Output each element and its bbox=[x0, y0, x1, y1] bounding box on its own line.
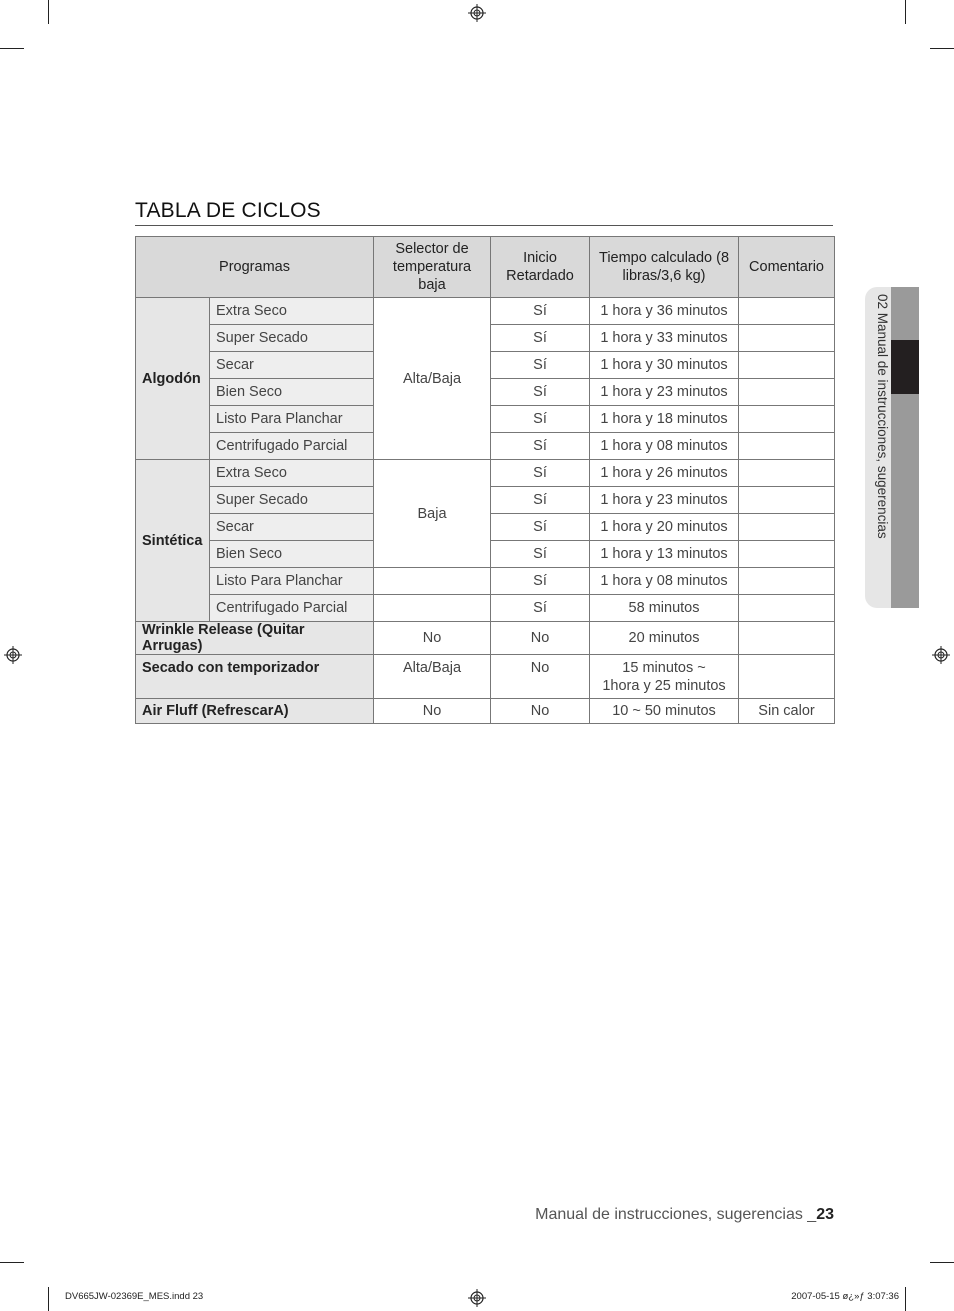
table-row bbox=[136, 655, 835, 699]
header-inicio: Inicio Retardado bbox=[491, 237, 590, 298]
cycles-table bbox=[135, 236, 835, 724]
temp-cell: Alta/Baja bbox=[374, 655, 491, 699]
crop-mark bbox=[930, 1262, 954, 1263]
registration-mark-icon bbox=[4, 646, 22, 664]
time-line-1: 15 minutos ~ bbox=[622, 659, 706, 676]
comment-cell bbox=[739, 379, 835, 406]
comment-cell bbox=[739, 460, 835, 487]
delay-cell: No bbox=[491, 655, 590, 699]
comment-cell bbox=[739, 541, 835, 568]
table-row bbox=[136, 699, 835, 724]
time-cell: 1 hora y 33 minutos bbox=[590, 325, 739, 352]
title-divider bbox=[135, 225, 833, 226]
crop-mark bbox=[0, 1262, 24, 1263]
registration-mark-icon bbox=[932, 646, 950, 664]
program-secado-temporizador: Secado con temporizador bbox=[136, 655, 374, 699]
time-cell: 58 minutos bbox=[590, 595, 739, 622]
delay-cell: Sí bbox=[491, 325, 590, 352]
time-cell bbox=[590, 655, 739, 699]
program-cell: Listo Para Planchar bbox=[210, 568, 374, 595]
delay-cell: No bbox=[491, 699, 590, 724]
table-row bbox=[136, 460, 835, 487]
time-cell: 1 hora y 36 minutos bbox=[590, 298, 739, 325]
time-cell: 1 hora y 08 minutos bbox=[590, 568, 739, 595]
program-cell: Super Secado bbox=[210, 325, 374, 352]
side-tab-bar bbox=[891, 287, 919, 608]
temp-cell: Baja bbox=[374, 460, 491, 568]
crop-mark bbox=[905, 0, 906, 24]
table-row bbox=[136, 568, 835, 595]
program-cell: Secar bbox=[210, 352, 374, 379]
comment-cell bbox=[739, 595, 835, 622]
delay-cell: Sí bbox=[491, 406, 590, 433]
comment-cell bbox=[739, 487, 835, 514]
time-cell: 20 minutos bbox=[590, 622, 739, 655]
table-header-row bbox=[136, 237, 835, 298]
delay-cell: Sí bbox=[491, 433, 590, 460]
temp-cell bbox=[374, 568, 491, 595]
header-tiempo: Tiempo calculado (8 libras/3,6 kg) bbox=[590, 237, 739, 298]
time-cell: 1 hora y 18 minutos bbox=[590, 406, 739, 433]
temp-cell: Alta/Baja bbox=[374, 298, 491, 460]
delay-cell: Sí bbox=[491, 298, 590, 325]
program-cell: Centrifugado Parcial bbox=[210, 595, 374, 622]
temp-cell: No bbox=[374, 622, 491, 655]
temp-cell bbox=[374, 595, 491, 622]
comment-cell bbox=[739, 352, 835, 379]
registration-mark-icon bbox=[468, 1289, 486, 1307]
crop-mark bbox=[930, 48, 954, 49]
program-cell: Bien Seco bbox=[210, 541, 374, 568]
program-cell: Listo Para Planchar bbox=[210, 406, 374, 433]
footer-text: Manual de instrucciones, sugerencias _ bbox=[535, 1206, 817, 1223]
page-title: TABLA DE CICLOS bbox=[135, 199, 321, 222]
comment-cell bbox=[739, 622, 835, 655]
slug-file: DV665JW-02369E_MES.indd 23 bbox=[65, 1291, 204, 1302]
program-wrinkle-release: Wrinkle Release (Quitar Arrugas) bbox=[136, 622, 374, 655]
time-line-2: 1hora y 25 minutos bbox=[602, 677, 726, 694]
comment-cell bbox=[739, 568, 835, 595]
program-cell: Centrifugado Parcial bbox=[210, 433, 374, 460]
header-selector: Selector de temperatura baja bbox=[374, 237, 491, 298]
time-cell: 1 hora y 23 minutos bbox=[590, 487, 739, 514]
program-air-fluff: Air Fluff (RefrescarA) bbox=[136, 699, 374, 724]
time-cell: 1 hora y 30 minutos bbox=[590, 352, 739, 379]
table-row bbox=[136, 622, 835, 655]
delay-cell: Sí bbox=[491, 514, 590, 541]
comment-cell bbox=[739, 406, 835, 433]
header-comentario: Comentario bbox=[739, 237, 835, 298]
time-cell: 1 hora y 23 minutos bbox=[590, 379, 739, 406]
program-cell: Super Secado bbox=[210, 487, 374, 514]
program-cell: Extra Seco bbox=[210, 460, 374, 487]
table-row bbox=[136, 595, 835, 622]
delay-cell: Sí bbox=[491, 595, 590, 622]
delay-cell: Sí bbox=[491, 487, 590, 514]
comment-cell: Sin calor bbox=[739, 699, 835, 724]
comment-cell bbox=[739, 514, 835, 541]
group-sintetica: Sintética bbox=[136, 460, 210, 622]
program-cell: Bien Seco bbox=[210, 379, 374, 406]
table-row bbox=[136, 298, 835, 325]
time-cell: 1 hora y 13 minutos bbox=[590, 541, 739, 568]
crop-mark bbox=[48, 1287, 49, 1311]
program-cell: Extra Seco bbox=[210, 298, 374, 325]
comment-cell bbox=[739, 325, 835, 352]
crop-mark bbox=[48, 0, 49, 24]
page-number: 23 bbox=[816, 1206, 834, 1223]
side-tab-marker bbox=[891, 340, 919, 394]
time-cell: 10 ~ 50 minutos bbox=[590, 699, 739, 724]
delay-cell: Sí bbox=[491, 568, 590, 595]
crop-mark bbox=[0, 48, 24, 49]
group-algodon: Algodón bbox=[136, 298, 210, 460]
delay-cell: Sí bbox=[491, 460, 590, 487]
side-tab-label: 02 Manual de instrucciones, sugerencias bbox=[875, 294, 890, 539]
time-cell: 1 hora y 20 minutos bbox=[590, 514, 739, 541]
comment-cell bbox=[739, 433, 835, 460]
page-footer bbox=[535, 1206, 834, 1224]
time-cell: 1 hora y 26 minutos bbox=[590, 460, 739, 487]
header-programas: Programas bbox=[136, 237, 374, 298]
program-cell: Secar bbox=[210, 514, 374, 541]
registration-mark-icon bbox=[468, 4, 486, 22]
delay-cell: Sí bbox=[491, 541, 590, 568]
crop-mark bbox=[905, 1287, 906, 1311]
delay-cell: Sí bbox=[491, 352, 590, 379]
delay-cell: No bbox=[491, 622, 590, 655]
delay-cell: Sí bbox=[491, 379, 590, 406]
temp-cell: No bbox=[374, 699, 491, 724]
comment-cell bbox=[739, 298, 835, 325]
time-cell: 1 hora y 08 minutos bbox=[590, 433, 739, 460]
comment-cell bbox=[739, 655, 835, 699]
slug-date: 2007-05-15 ø¿»ƒ 3:07:36 bbox=[791, 1291, 899, 1302]
